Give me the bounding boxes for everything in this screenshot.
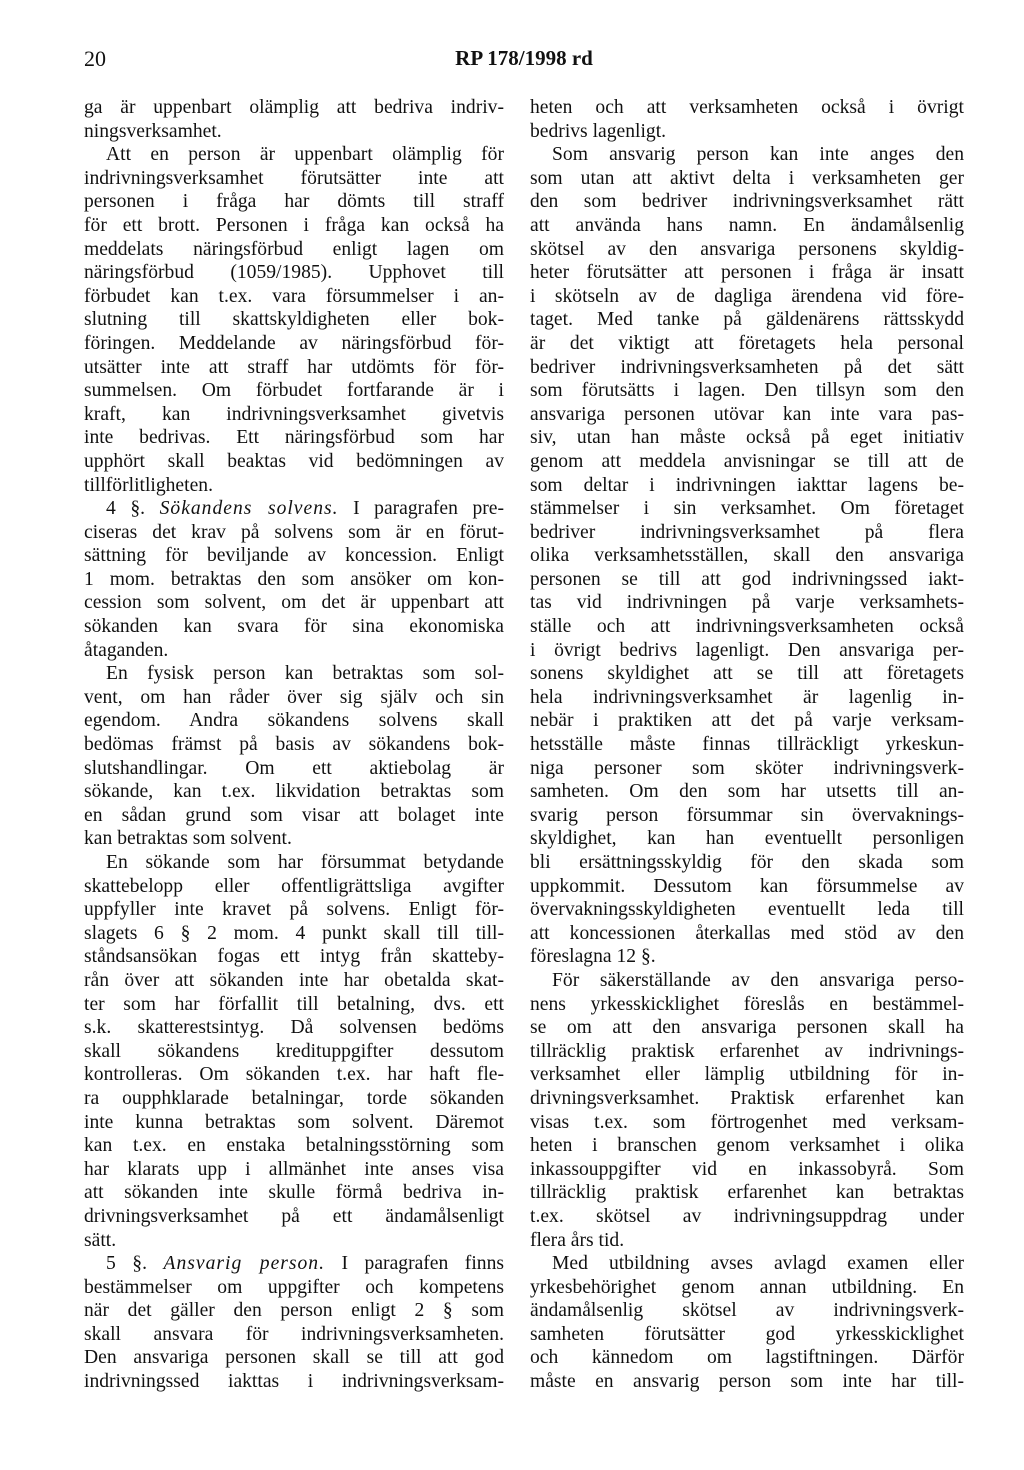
text-line-content: sonens skyldighet att se till att företagets bbox=[530, 663, 964, 685]
text-line-content: slutning till skattskyldigheten eller bok- bbox=[84, 309, 504, 331]
text-line-content: skall ansvara för indrivningsverksamheten. bbox=[84, 1323, 504, 1345]
text-line-content: flera års tid. bbox=[530, 1229, 625, 1251]
text-line bbox=[84, 544, 504, 568]
text-line-continuation: I paragrafen pre- bbox=[338, 498, 504, 520]
text-line-content: åtaganden. bbox=[84, 639, 169, 661]
text-line-content: visas t.ex. som förtrogenhet med verksam- bbox=[530, 1111, 964, 1133]
text-line bbox=[530, 945, 964, 969]
text-line bbox=[84, 426, 504, 450]
text-line bbox=[530, 474, 964, 498]
text-line-content: bestämmelser om uppgifter och kompetens bbox=[84, 1276, 504, 1298]
text-line-content: inte bedrivas. Ett näringsförbud som har bbox=[84, 427, 504, 449]
text-line bbox=[530, 308, 964, 332]
text-line-content: inkassouppgifter vid en inkassobyrå. Som bbox=[530, 1158, 964, 1180]
text-line-content: 1 mom. betraktas den som ansöker om kon- bbox=[84, 568, 504, 590]
text-line-content: stämmelser i sin verksamhet. Om företaget bbox=[530, 498, 964, 520]
text-line bbox=[84, 898, 504, 922]
text-line bbox=[530, 1370, 964, 1394]
text-line bbox=[530, 238, 964, 262]
text-line bbox=[84, 1134, 504, 1158]
text-line bbox=[530, 143, 964, 167]
text-line-content: ra oupphklarade betalningar, torde sökanden bbox=[84, 1087, 504, 1109]
text-line bbox=[84, 143, 504, 167]
text-line bbox=[84, 379, 504, 403]
text-line-content: sökande, kan t.ex. likvidation betraktas som bbox=[84, 781, 504, 803]
text-line bbox=[84, 1205, 504, 1229]
text-line bbox=[530, 167, 964, 191]
text-line-content: personen se till att god indrivningssed iakt- bbox=[530, 568, 964, 590]
text-line bbox=[530, 379, 964, 403]
text-line bbox=[84, 1040, 504, 1064]
text-line-content: personen i fråga har dömts till straff bbox=[84, 191, 504, 213]
text-line-content: cession som solvent, om det är uppenbart att bbox=[84, 592, 504, 614]
text-line bbox=[84, 875, 504, 899]
text-line-content: niga personer som sköter indrivningsverk- bbox=[530, 757, 964, 779]
text-line bbox=[84, 780, 504, 804]
text-line bbox=[84, 993, 504, 1017]
text-line bbox=[84, 308, 504, 332]
text-line bbox=[530, 1134, 964, 1158]
text-line bbox=[530, 1205, 964, 1229]
text-line bbox=[84, 1158, 504, 1182]
text-line-content: har klarats upp i allmänhet inte anses visa bbox=[84, 1158, 504, 1180]
text-line-content: skattebelopp eller offentligrättsliga avgifter bbox=[84, 875, 504, 897]
text-line bbox=[530, 1276, 964, 1300]
text-line-content: drivningsverksamhet på ett ändamålsenligt bbox=[84, 1205, 504, 1227]
text-line-content: föringen. Meddelande av näringsförbud för- bbox=[84, 332, 504, 354]
text-line bbox=[84, 1229, 504, 1253]
text-line-content: verksamhet eller lämplig utbildning för in- bbox=[530, 1064, 964, 1086]
text-line-content: sättning för beviljande av koncession. Enligt bbox=[84, 545, 504, 567]
text-line bbox=[530, 898, 964, 922]
text-line bbox=[530, 757, 964, 781]
text-line-content: genom att meddela anvisningar se till att de bbox=[530, 450, 964, 472]
text-line-content: rån över att sökanden inte har obetalda skat- bbox=[84, 969, 504, 991]
text-line-content: måste en ansvarig person som inte har till- bbox=[530, 1371, 964, 1393]
text-line-content: nebär i praktiken att det på varje verksam- bbox=[530, 710, 964, 732]
text-line bbox=[530, 639, 964, 663]
text-line-content: att sökanden inte skulle förmå bedriva in- bbox=[84, 1182, 504, 1204]
text-line bbox=[84, 662, 504, 686]
right-text-column bbox=[530, 96, 964, 1394]
text-line bbox=[84, 167, 504, 191]
text-line-content: kraft, kan indrivningsverksamhet givetvis bbox=[84, 403, 504, 425]
text-line-content: som deltar i indrivningen iakttar lagens be- bbox=[530, 474, 964, 496]
text-line-content: bedriver indrivningsverksamheten på det sätt bbox=[530, 356, 964, 378]
text-line bbox=[84, 1370, 504, 1394]
text-line-content: 4 §. bbox=[106, 498, 160, 520]
text-line bbox=[84, 615, 504, 639]
text-line-content: siv, utan han måste också på eget initiativ bbox=[530, 427, 964, 449]
text-line-content: skötsel av den ansvariga personens skyldig- bbox=[530, 238, 964, 260]
text-line bbox=[84, 356, 504, 380]
text-line bbox=[530, 686, 964, 710]
text-line bbox=[530, 709, 964, 733]
text-line bbox=[530, 993, 964, 1017]
text-line bbox=[84, 1276, 504, 1300]
text-line-content: ställe och att indrivningsverksamheten också bbox=[530, 616, 964, 638]
text-line-content: kontrolleras. Om sökanden t.ex. har haft fle- bbox=[84, 1064, 504, 1086]
text-line-content: s.k. skatterestsintyg. Då solvensen bedöms bbox=[84, 1017, 504, 1039]
text-line-content: ciseras det krav på solvens som är en förut- bbox=[84, 521, 504, 543]
text-line-content: tillräcklig praktisk erfarenhet kan betraktas bbox=[530, 1182, 964, 1204]
text-line bbox=[84, 96, 504, 120]
section-heading-italic: Sökandens solvens. bbox=[159, 498, 339, 520]
text-line bbox=[530, 285, 964, 309]
text-line bbox=[84, 403, 504, 427]
text-line-content: vent, om han råder över sig själv och sin bbox=[84, 686, 504, 708]
text-line-content: slutshandlingar. Om ett aktiebolag är bbox=[84, 757, 504, 779]
text-line-content: bedrivs lagenligt. bbox=[530, 120, 667, 142]
text-line-content: tas vid indrivningen på varje verksamhets- bbox=[530, 592, 964, 614]
text-line-content: egendom. Andra sökandens solvens skall bbox=[84, 710, 504, 732]
text-line bbox=[530, 1111, 964, 1135]
text-line bbox=[84, 1299, 504, 1323]
text-line bbox=[84, 827, 504, 851]
text-line-content: som utan att aktivt delta i verksamheten ger bbox=[530, 167, 964, 189]
text-line bbox=[84, 332, 504, 356]
text-line-content: inte kunna betraktas som solvent. Däremot bbox=[84, 1111, 504, 1133]
text-line-content: är det viktigt att företagets hela personal bbox=[530, 332, 964, 354]
text-line-content: heten i branschen genom verksamhet i olika bbox=[530, 1135, 964, 1157]
text-line bbox=[530, 356, 964, 380]
text-line bbox=[530, 591, 964, 615]
text-line bbox=[530, 851, 964, 875]
text-line bbox=[530, 875, 964, 899]
text-line-content: nens yrkesskicklighet föreslås en bestämmel- bbox=[530, 993, 964, 1015]
text-line bbox=[84, 757, 504, 781]
text-line bbox=[84, 285, 504, 309]
text-line-content: heter förutsätter att personen i fråga är insatt bbox=[530, 262, 964, 284]
text-line-content: indrivningssed iakttas i indrivningsverksam- bbox=[84, 1371, 504, 1393]
text-line bbox=[84, 1111, 504, 1135]
text-line bbox=[530, 922, 964, 946]
text-line-content: Med utbildning avses avlagd examen eller bbox=[552, 1253, 964, 1275]
running-title: RP 178/1998 rd bbox=[455, 46, 593, 70]
text-line bbox=[530, 1346, 964, 1370]
text-line-content: drivningsverksamhet. Praktisk erfarenhet kan bbox=[530, 1087, 964, 1109]
text-line bbox=[84, 1323, 504, 1347]
text-line-content: ståndsansökan fogas ett intyg från skatteby- bbox=[84, 946, 504, 968]
text-line-content: bedömas främst på basis av sökandens bok- bbox=[84, 734, 504, 756]
text-line bbox=[84, 497, 504, 521]
text-line-content: svarig person försummar sin övervaknings- bbox=[530, 804, 964, 826]
text-line-content: uppfyller inte kravet på solvens. Enligt för- bbox=[84, 899, 504, 921]
text-line bbox=[84, 120, 504, 144]
text-line bbox=[84, 214, 504, 238]
text-line bbox=[84, 1016, 504, 1040]
text-line-content: ansvariga personen utövar kan inte vara pas- bbox=[530, 403, 964, 425]
text-line-content: slagets 6 § 2 mom. 4 punkt skall till till- bbox=[84, 922, 504, 944]
text-line-content: skyldighet, kan han eventuellt personligen bbox=[530, 828, 964, 850]
text-line bbox=[530, 1063, 964, 1087]
text-line-content: summelsen. Om förbudet fortfarande är i bbox=[84, 380, 504, 402]
text-line-content: för ett brott. Personen i fråga kan också ha bbox=[84, 214, 504, 236]
text-line bbox=[84, 1181, 504, 1205]
text-line-content: taget. Med tanke på gäldenärens rättsskydd bbox=[530, 309, 964, 331]
text-line bbox=[84, 1087, 504, 1111]
text-line bbox=[530, 403, 964, 427]
left-text-column bbox=[84, 96, 504, 1394]
text-line-content: olika verksamhetsställen, skall den ansvariga bbox=[530, 545, 964, 567]
text-line-content: heten och att verksamheten också i övrigt bbox=[530, 97, 964, 118]
text-line-content: utsätter inte att straff har utdömts för för- bbox=[84, 356, 504, 378]
text-line-content: bedriver indrivningsverksamhet på flera bbox=[530, 521, 964, 543]
text-line bbox=[530, 733, 964, 757]
text-line bbox=[530, 544, 964, 568]
text-line bbox=[84, 238, 504, 262]
text-line-content: samheten. Om den som har utsetts till an- bbox=[530, 781, 964, 803]
text-line bbox=[84, 568, 504, 592]
page-number: 20 bbox=[84, 46, 106, 71]
text-line bbox=[530, 261, 964, 285]
text-line-content: hetsställe måste finnas tillräckligt yrkeskun- bbox=[530, 734, 964, 756]
text-line-content: den som bedriver indrivningsverksamhet rätt bbox=[530, 191, 964, 213]
text-line-content: näringsförbud (1059/1985). Upphovet till bbox=[84, 262, 504, 284]
text-line-content: sökanden kan svara för sina ekonomiska bbox=[84, 616, 504, 638]
text-line bbox=[530, 780, 964, 804]
text-line bbox=[530, 804, 964, 828]
text-line-continuation: I paragrafen finns bbox=[325, 1253, 504, 1275]
text-line-content: yrkesbehörighet genom annan utbildning. En bbox=[530, 1276, 964, 1298]
text-line-content: ter som har förfallit till betalning, dvs. ett bbox=[84, 993, 504, 1015]
text-line bbox=[84, 591, 504, 615]
text-line bbox=[530, 190, 964, 214]
text-line-content: meddelats näringsförbud enligt lagen om bbox=[84, 238, 504, 260]
text-line-content: i övrigt bedrivs lagenligt. Den ansvariga per- bbox=[530, 639, 964, 661]
text-line bbox=[84, 969, 504, 993]
text-line-content: ändamålsenlig skötsel av indrivningsverk- bbox=[530, 1300, 964, 1322]
text-line-content: föreslagna 12 §. bbox=[530, 946, 656, 968]
text-line-content: upphört skall beaktas vid bedömningen av bbox=[84, 450, 504, 472]
text-line bbox=[530, 615, 964, 639]
text-line-content: samheten förutsätter god yrkesskicklighet bbox=[530, 1323, 964, 1345]
text-line-content: t.ex. skötsel av indrivningsuppdrag under bbox=[530, 1205, 964, 1227]
text-line-content: ga är uppenbart olämplig att bedriva indriv- bbox=[84, 97, 504, 118]
text-line bbox=[84, 733, 504, 757]
text-line-content: att använda hans namn. En ändamålsenlig bbox=[530, 214, 964, 236]
text-line bbox=[84, 709, 504, 733]
text-line bbox=[530, 332, 964, 356]
text-line-content: För säkerställande av den ansvariga perso- bbox=[552, 969, 964, 991]
text-line bbox=[84, 922, 504, 946]
text-line-content: förbudet kan t.ex. vara försummelser i an- bbox=[84, 285, 504, 307]
text-line bbox=[530, 1229, 964, 1253]
text-line bbox=[84, 639, 504, 663]
text-line bbox=[84, 261, 504, 285]
text-line-content: sätt. bbox=[84, 1229, 117, 1251]
text-line bbox=[530, 120, 964, 144]
text-line bbox=[84, 1063, 504, 1087]
text-line bbox=[530, 1299, 964, 1323]
text-line bbox=[84, 945, 504, 969]
text-line-content: tillförlitligheten. bbox=[84, 474, 213, 496]
text-line bbox=[530, 214, 964, 238]
text-line-content: hela indrivningsverksamhet är lagenlig in- bbox=[530, 686, 964, 708]
text-line-content: kan t.ex. en enstaka betalningsstörning som bbox=[84, 1135, 504, 1157]
text-line-content: Att en person är uppenbart olämplig för bbox=[106, 144, 504, 166]
text-line bbox=[530, 1323, 964, 1347]
text-line bbox=[530, 450, 964, 474]
page-header bbox=[84, 46, 964, 76]
text-line-content: Som ansvarig person kan inte anges den bbox=[552, 144, 964, 166]
text-line-content: tillräcklig praktisk erfarenhet av indrivnings- bbox=[530, 1040, 964, 1062]
text-line bbox=[530, 662, 964, 686]
text-line bbox=[530, 521, 964, 545]
text-line bbox=[84, 521, 504, 545]
text-line bbox=[84, 1252, 504, 1276]
text-line bbox=[84, 474, 504, 498]
text-line-content: i skötseln av de dagliga ärendena vid före- bbox=[530, 285, 964, 307]
text-line bbox=[530, 426, 964, 450]
text-line-content: bli ersättningsskyldig för den skada som bbox=[530, 852, 964, 873]
text-line-content: se om att den ansvariga personen skall ha bbox=[530, 1017, 964, 1039]
text-line bbox=[84, 686, 504, 710]
text-line bbox=[530, 1252, 964, 1276]
text-line-content: skall sökandens kredituppgifter dessutom bbox=[84, 1040, 504, 1062]
section-heading-italic: Ansvarig person. bbox=[163, 1253, 326, 1275]
text-line-content: att koncessionen återkallas med stöd av den bbox=[530, 922, 964, 944]
text-line bbox=[530, 969, 964, 993]
text-line bbox=[530, 568, 964, 592]
text-line bbox=[84, 190, 504, 214]
text-line bbox=[84, 450, 504, 474]
text-line-content: ningsverksamhet. bbox=[84, 120, 222, 142]
text-line-content: kan betraktas som solvent. bbox=[84, 828, 292, 850]
text-line-content: En sökande som har försummat betydande bbox=[106, 852, 504, 873]
text-line bbox=[530, 827, 964, 851]
text-line-content: en sådan grund som visar att bolaget inte bbox=[84, 804, 504, 826]
text-line bbox=[530, 1040, 964, 1064]
text-line-content: och kännedom om lagstiftningen. Därför bbox=[530, 1347, 964, 1369]
text-line bbox=[530, 497, 964, 521]
text-line bbox=[530, 1087, 964, 1111]
text-line bbox=[84, 851, 504, 875]
text-line bbox=[530, 1016, 964, 1040]
text-line-content: när det gäller den person enligt 2 § som bbox=[84, 1300, 504, 1322]
text-line-content: som förutsätts i lagen. Den tillsyn som den bbox=[530, 380, 964, 402]
text-line-content: övervakningsskyldigheten eventuellt leda till bbox=[530, 899, 964, 921]
text-line bbox=[530, 96, 964, 120]
text-line bbox=[84, 804, 504, 828]
text-line-content: uppkommit. Dessutom kan försummelse av bbox=[530, 875, 964, 897]
text-line bbox=[530, 1181, 964, 1205]
text-line-content: indrivningsverksamhet förutsätter inte att bbox=[84, 167, 504, 189]
text-line-content: 5 §. bbox=[106, 1253, 164, 1275]
text-line bbox=[84, 1346, 504, 1370]
text-line bbox=[530, 1158, 964, 1182]
text-line-content: En fysisk person kan betraktas som sol- bbox=[106, 663, 504, 685]
text-line-content: Den ansvariga personen skall se till att god bbox=[84, 1347, 504, 1369]
